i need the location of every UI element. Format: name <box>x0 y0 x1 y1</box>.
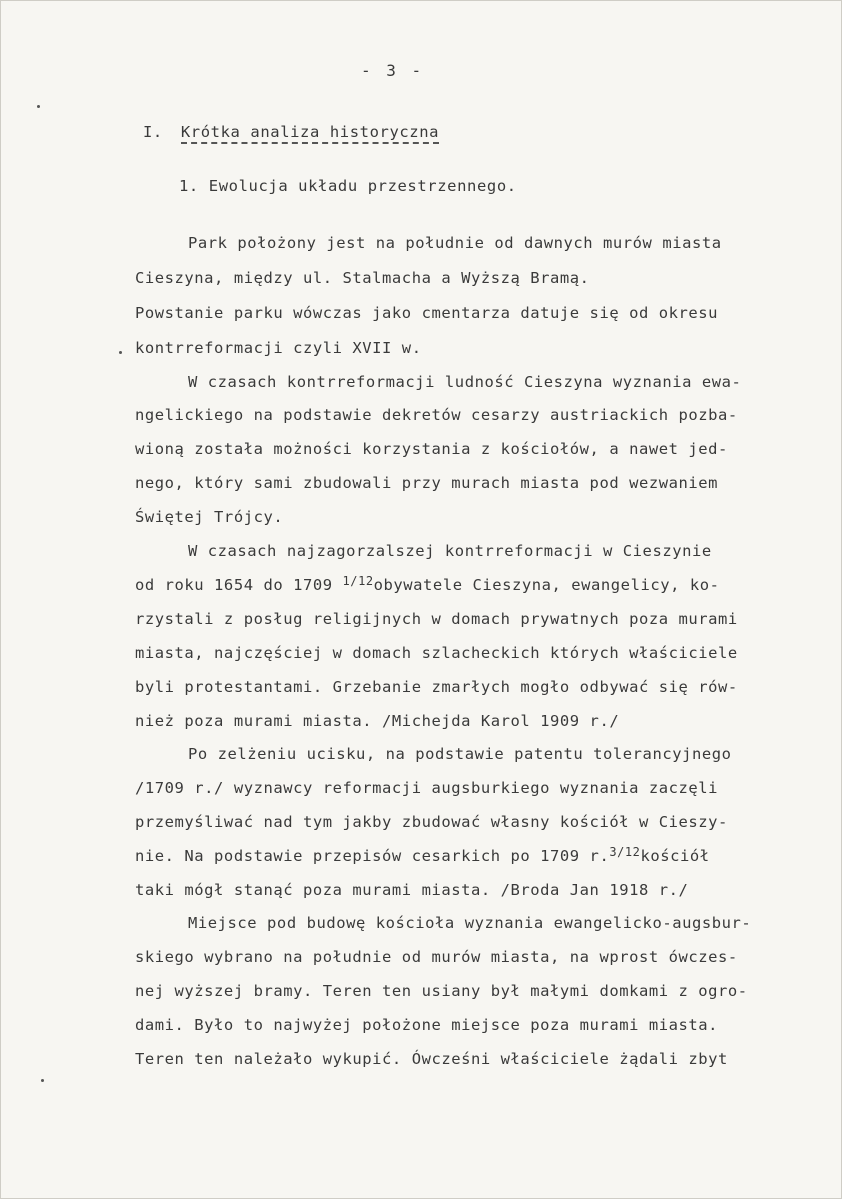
text-line: przemyśliwać nad tym jakby zbudować własny kościół w Cieszy- <box>135 813 728 831</box>
text-line: rzystali z posług religijnych w domach prywatnych poza murami <box>135 610 738 628</box>
text-line: dami. Było to najwyżej położone miejsce poza murami miasta. <box>135 1016 719 1034</box>
section-title: Krótka analiza historyczna <box>181 123 439 144</box>
text-line: skiego wybrano na południe od murów miasta, na wprost ówczes- <box>135 948 738 966</box>
scan-speck <box>119 351 122 354</box>
text-line: wioną została możności korzystania z kościołów, a nawet jed- <box>135 440 728 458</box>
text-line: nież poza murami miasta. /Michejda Karol 1909 r./ <box>135 712 620 730</box>
text-line: nego, który sami zbudowali przy murach miasta pod wezwaniem <box>135 474 719 492</box>
text-line: Miejsce pod budowę kościoła wyznania ewangelicko-augsbur- <box>188 914 752 932</box>
text-line: Powstanie parku wówczas jako cmentarza datuje się od okresu <box>135 304 719 322</box>
text-line: kontrreformacji czyli XVII w. <box>135 339 422 357</box>
text-line-footnote <box>135 847 710 865</box>
text-fragment: obywatele Cieszyna, ewangelicy, ko- <box>373 576 720 594</box>
text-line: Cieszyna, między ul. Stalmacha a Wyższą Bramą. <box>135 269 590 287</box>
text-fragment: nie. Na podstawie przepisów cesarkich po 1709 r. <box>135 847 610 865</box>
scan-speck <box>37 105 40 108</box>
footnote-ref: 1/12 <box>342 574 374 588</box>
text-line: ngelickiego na podstawie dekretów cesarzy austriackich pozba- <box>135 406 738 424</box>
text-line: W czasach kontrreformacji ludność Cieszyna wyznania ewa- <box>188 373 742 391</box>
page-number: - 3 - <box>361 61 425 80</box>
text-line: Po zelżeniu ucisku, na podstawie patentu tolerancyjnego <box>188 745 732 763</box>
text-line: taki mógł stanąć poza murami miasta. /Broda Jan 1918 r./ <box>135 881 689 899</box>
text-line: W czasach najzagorzalszej kontrreformacji w Cieszynie <box>188 542 712 560</box>
section-heading <box>143 123 439 144</box>
text-fragment: kościół <box>640 847 710 865</box>
section-number: I. <box>143 123 163 141</box>
text-line-footnote <box>135 576 720 594</box>
text-line: byli protestantami. Grzebanie zmarłych mogło odbywać się rów- <box>135 678 738 696</box>
text-line: Teren ten należało wykupić. Ówcześni właściciele żądali zbyt <box>135 1050 728 1068</box>
subsection-heading: 1. Ewolucja układu przestrzennego. <box>179 177 517 195</box>
text-line: Świętej Trójcy. <box>135 508 284 526</box>
text-line: miasta, najczęściej w domach szlacheckich których właściciele <box>135 644 738 662</box>
text-line: Park położony jest na południe od dawnych murów miasta <box>188 234 722 252</box>
scan-speck <box>41 1079 44 1082</box>
text-line: /1709 r./ wyznawcy reformacji augsburkiego wyznania zaczęli <box>135 779 719 797</box>
footnote-ref: 3/12 <box>609 845 641 859</box>
text-fragment: od roku 1654 do 1709 <box>135 576 343 594</box>
text-line: nej wyższej bramy. Teren ten usiany był małymi domkami z ogro- <box>135 982 748 1000</box>
